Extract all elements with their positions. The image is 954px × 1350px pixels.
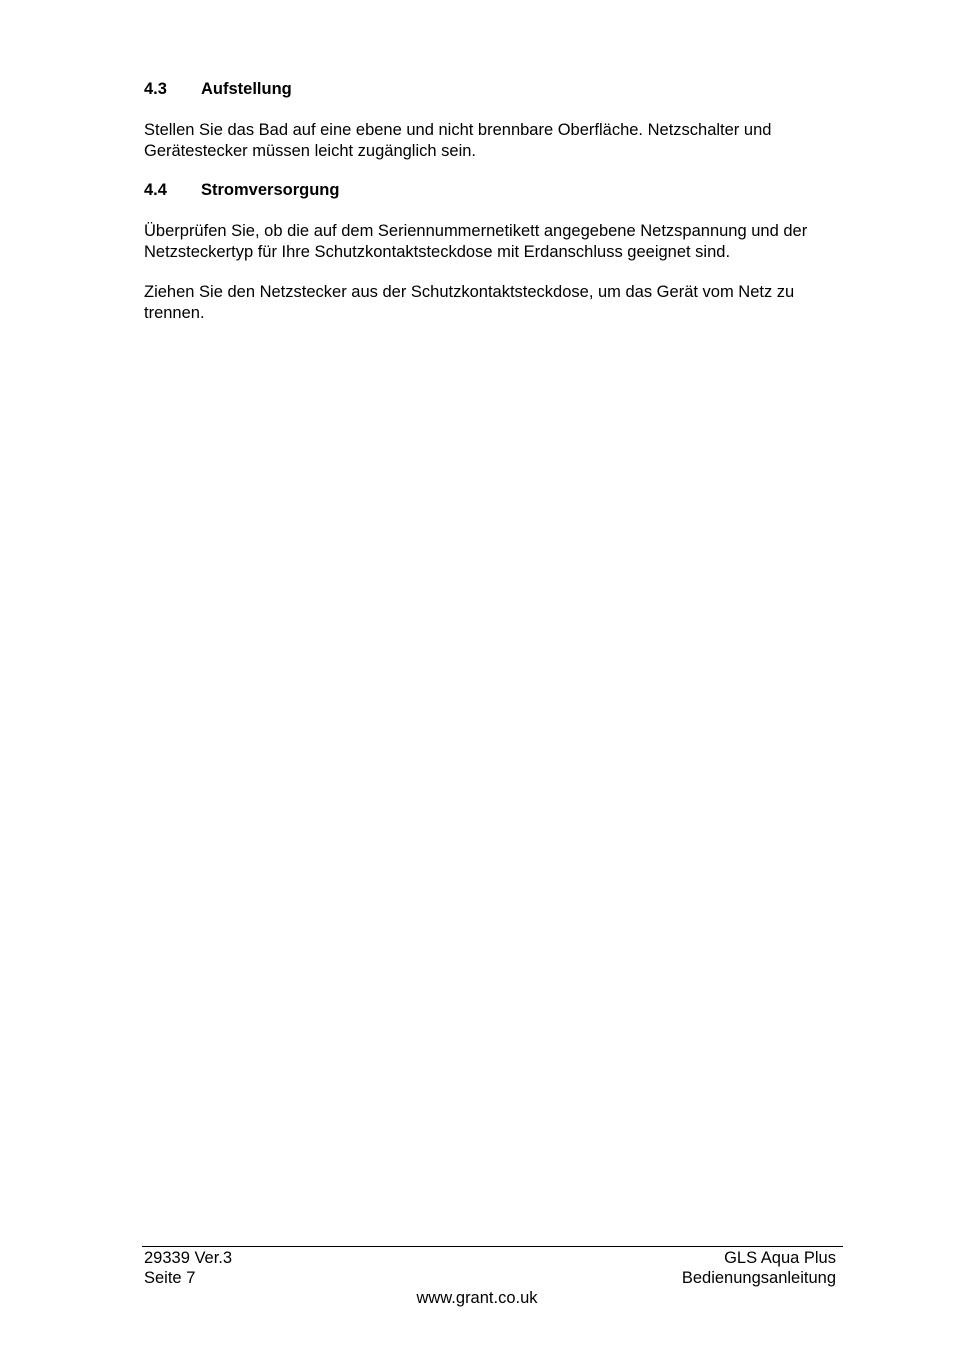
footer-website: www.grant.co.uk — [416, 1289, 538, 1307]
footer-page-label: Seite 7 — [144, 1269, 196, 1287]
section-number: 4.4 — [144, 181, 167, 199]
footer-divider — [142, 1246, 843, 1247]
section-title: Stromversorgung — [201, 181, 340, 199]
section-heading-4-4 — [144, 180, 339, 200]
paragraph-stromversorgung-1: Überprüfen Sie, ob die auf dem Seriennummernetikett angegebene Netzspannung und der Netzsteckertyp für Ihre Schutzkontaktsteckdose mit Erdanschluss geeignet sind. — [144, 222, 808, 261]
footer-doc-type: Bedienungsanleitung — [681, 1269, 836, 1287]
footer-doc-version: 29339 Ver.3 — [144, 1249, 233, 1267]
section-heading-4-3 — [144, 79, 292, 99]
footer-product: GLS Aqua Plus — [724, 1249, 836, 1267]
section-number: 4.3 — [144, 80, 167, 98]
paragraph-aufstellung: Stellen Sie das Bad auf eine ebene und nicht brennbare Oberfläche. Netzschalter und Gerätestecker müssen leicht zugänglich sein. — [144, 121, 772, 160]
section-title: Aufstellung — [201, 80, 292, 98]
paragraph-stromversorgung-2: Ziehen Sie den Netzstecker aus der Schutzkontaktsteckdose, um das Gerät vom Netz zu trennen. — [144, 283, 795, 322]
